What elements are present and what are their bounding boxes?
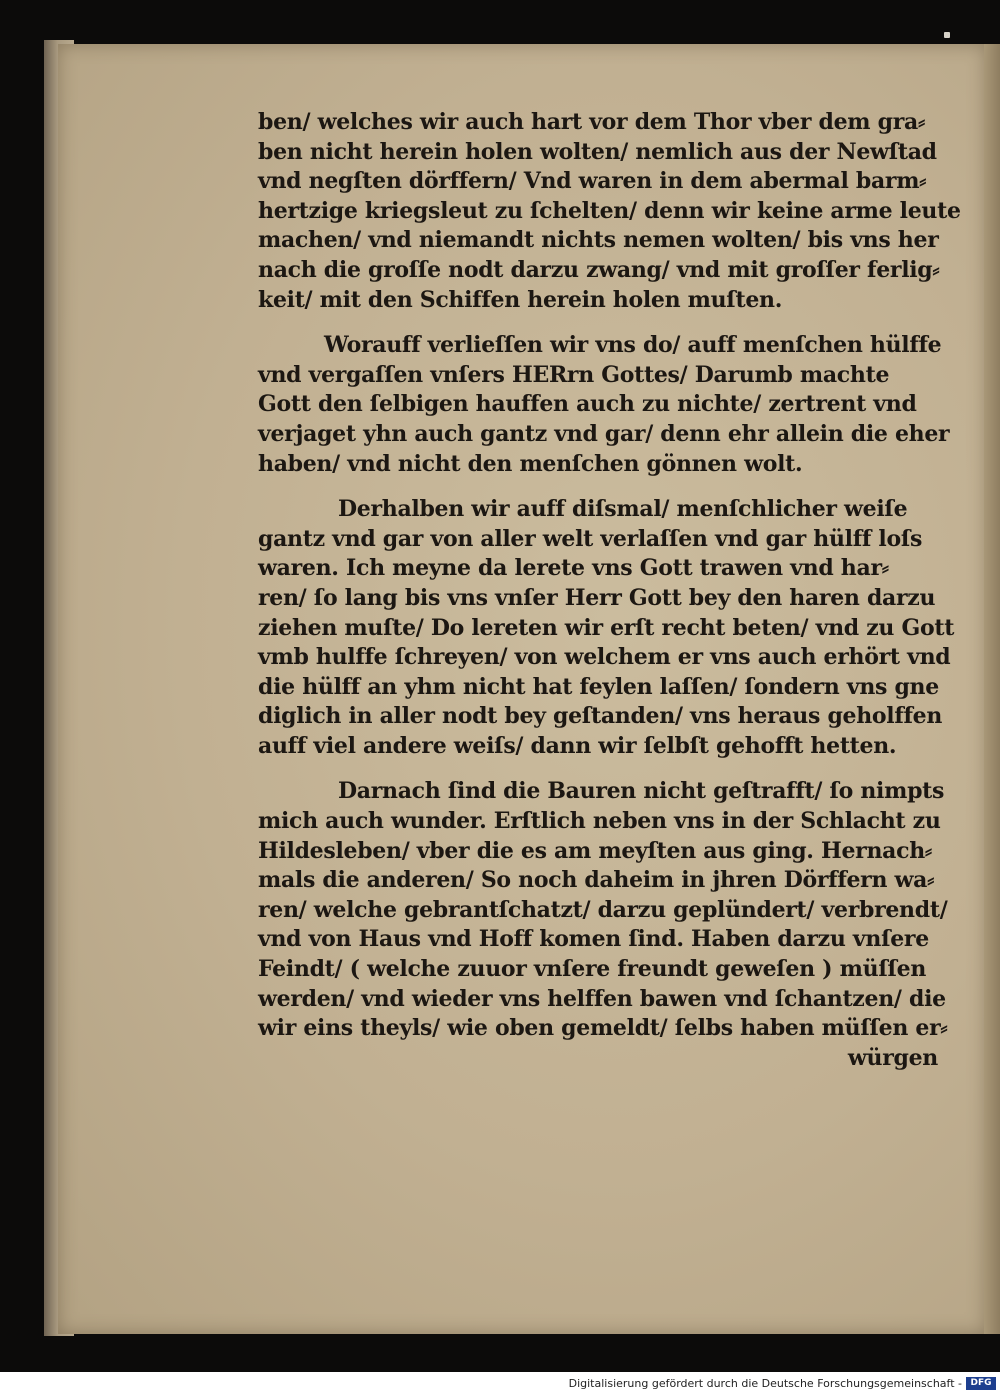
text-line: waren. Ich meyne da lerete vns Gott trawen vnd har⸗ xyxy=(258,555,889,582)
text-line: ren/ ſo lang bis vns vnſer Herr Gott bey den haren darzu xyxy=(258,584,936,611)
dfg-logo-icon: DFG xyxy=(966,1377,996,1390)
text-line: keit/ mit den Schiffen herein holen muſten. xyxy=(258,286,783,313)
text-line: Gott den ſelbigen hauffen auch zu nichte/ zertrent vnd xyxy=(258,391,917,418)
footer-credit: Digitalisierung gefördert durch die Deutsche Forschungsgemeinschaft - xyxy=(568,1377,962,1390)
text-line: auff viel andere weiſs/ dann wir ſelbſt gehofft hetten. xyxy=(258,732,897,759)
footer xyxy=(0,1372,1000,1395)
text-line: werden/ vnd wieder vns helffen bawen vnd ſchantzen/ die xyxy=(258,985,946,1012)
text-line: Darnach ſind die Bauren nicht geſtrafft/ ſo nimpts xyxy=(338,778,945,805)
text-line: die hülff an yhm nicht hat feylen laſſen/ ſondern vns gne xyxy=(258,673,939,700)
paragraph-2 xyxy=(258,331,958,479)
text-line: verjaget yhn auch gantz vnd gar/ denn ehr allein die eher xyxy=(258,420,950,447)
text-line: haben/ vnd nicht den menſchen gönnen wolt. xyxy=(258,450,803,477)
text-line: Derhalben wir auff diſsmal/ menſchlicher weiſe xyxy=(338,496,908,523)
text-line: diglich in aller nodt bey geſtanden/ vns heraus geholffen xyxy=(258,703,943,730)
text-line: vnd von Haus vnd Hoff komen ſind. Haben darzu vnſere xyxy=(258,926,929,953)
text-line: hertzige kriegsleut zu ſchelten/ denn wir keine arme leute xyxy=(258,197,961,224)
text-line: Worauff verlieſſen wir vns do/ auff menſchen hülffe xyxy=(324,332,942,359)
text-line: ben/ welches wir auch hart vor dem Thor vber dem gra⸗ xyxy=(258,109,926,135)
text-line: Feindt/ ( welche zuuor vnſere freundt geweſen ) müſſen xyxy=(258,956,927,983)
catchword: würgen xyxy=(847,1044,938,1071)
text-line: gantz vnd gar von aller welt verlaſſen vnd gar hülff loſs xyxy=(258,525,923,552)
corner-mark xyxy=(944,32,950,38)
text-line: wir eins theyls/ wie oben gemeldt/ ſelbs haben müſſen er⸗ xyxy=(258,1015,948,1042)
paragraph-4 xyxy=(258,777,958,1073)
text-line: Hildesleben/ vber die es am meyſten aus ging. Hernach⸗ xyxy=(258,837,932,864)
page-right-edge xyxy=(984,44,1000,1334)
text-line: machen/ vnd niemandt nichts nemen wolten/ bis vns her xyxy=(258,227,939,254)
text-line: ziehen muſte/ Do lereten wir erſt recht beten/ vnd zu Gott xyxy=(258,614,955,641)
text-line: mals die anderen/ So noch daheim in jhren Dörffern wa⸗ xyxy=(258,867,935,894)
text-line: vmb hulffe ſchreyen/ von welchem er vns auch erhört vnd xyxy=(258,644,951,671)
page-text xyxy=(258,108,961,1089)
text-line: vnd vergaſſen vnſers HERrn Gottes/ Darumb machte xyxy=(258,361,890,388)
text-line: vnd negſten dörffern/ Vnd waren in dem abermal barm⸗ xyxy=(258,168,927,195)
text-line: ben nicht herein holen wolten/ nemlich aus der Newſtad xyxy=(258,138,937,165)
paragraph-3 xyxy=(258,495,958,761)
text-line: nach die groſſe nodt darzu zwang/ vnd mit groſſer ferlig⸗ xyxy=(258,256,940,283)
paragraph-1 xyxy=(258,108,961,315)
text-line: ren/ welche gebrantſchatzt/ darzu geplündert/ verbrendt/ xyxy=(258,896,948,923)
text-line: mich auch wunder. Erſtlich neben vns in der Schlacht zu xyxy=(258,808,941,835)
